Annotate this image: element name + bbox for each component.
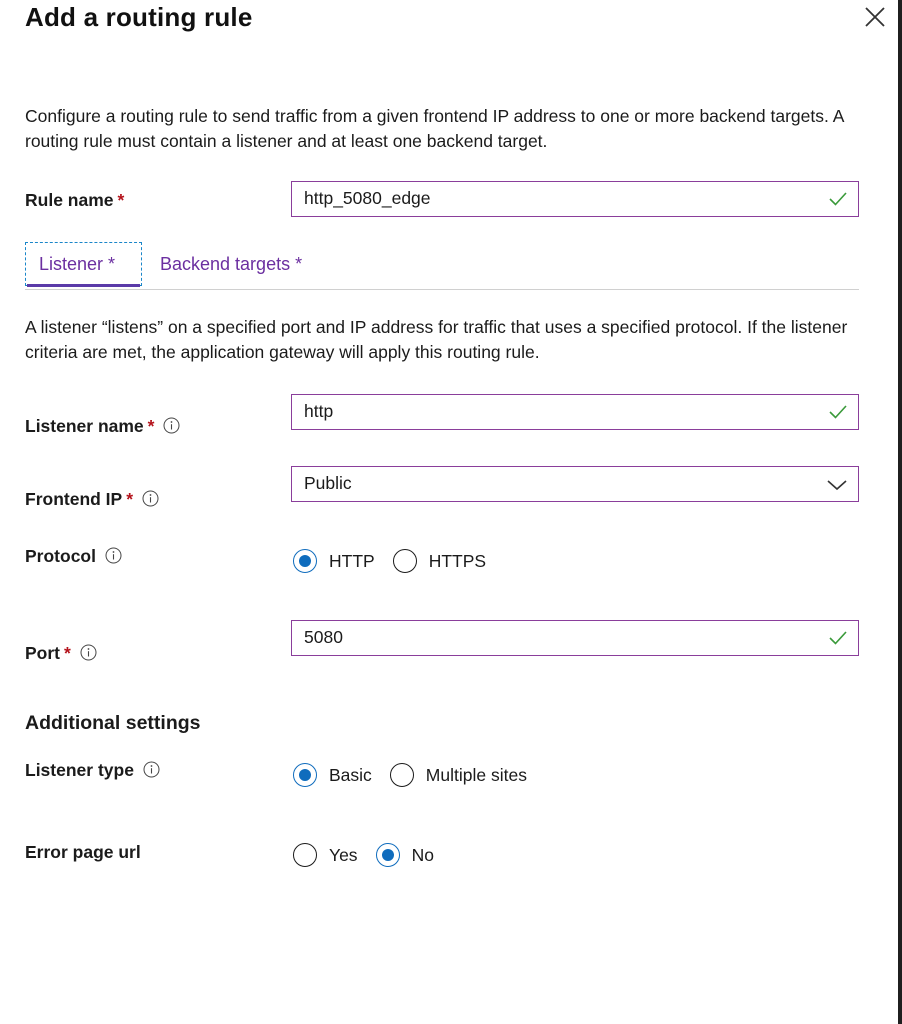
protocol-label-text: Protocol <box>25 546 96 566</box>
listener-name-label-text: Listener name <box>25 416 144 436</box>
window-edge <box>898 0 902 1024</box>
info-icon[interactable] <box>105 547 122 564</box>
protocol-radio-http[interactable] <box>293 549 375 573</box>
rule-name-value: http_5080_edge <box>304 188 431 208</box>
port-input[interactable] <box>291 620 859 656</box>
rule-name-label-text: Rule name <box>25 190 114 210</box>
radio-unselected <box>293 843 317 867</box>
listener-type-radio-group <box>293 763 545 787</box>
error-page-url-label <box>25 842 141 863</box>
listener-type-option-basic: Basic <box>329 764 372 785</box>
tab-backend-targets[interactable]: Backend targets * <box>160 254 303 274</box>
rule-name-label <box>25 190 124 211</box>
listener-type-radio-basic[interactable] <box>293 763 372 787</box>
listener-type-label-text: Listener type <box>25 760 134 780</box>
radio-selected <box>376 843 400 867</box>
frontend-ip-label <box>25 489 159 510</box>
dialog-description: Configure a routing rule to send traffic from a given frontend IP address to one or more backend targets. A routing rule must contain a listener and at least one backend target. <box>25 106 844 151</box>
frontend-ip-select[interactable] <box>291 466 859 502</box>
info-icon[interactable] <box>143 761 160 778</box>
error-page-url-label-text: Error page url <box>25 842 141 862</box>
checkmark-icon <box>828 191 848 207</box>
checkmark-icon <box>828 404 848 420</box>
tab-listener[interactable]: Listener * <box>39 254 116 274</box>
error-page-url-option-yes: Yes <box>329 844 358 865</box>
close-button[interactable] <box>860 2 890 32</box>
listener-description: A listener “listens” on a specified port and IP address for traffic that uses a specified protocol. If the listener criteria are met, the application gateway will apply this routing rule. <box>25 317 848 362</box>
info-icon[interactable] <box>80 644 97 661</box>
checkmark-icon <box>828 630 848 646</box>
tab-active-indicator <box>27 284 140 287</box>
port-label <box>25 643 97 664</box>
protocol-radio-https[interactable] <box>393 549 486 573</box>
protocol-option-http: HTTP <box>329 550 375 571</box>
additional-settings-heading: Additional settings <box>25 712 201 734</box>
error-page-url-radio-group <box>293 843 452 867</box>
listener-type-label <box>25 760 160 781</box>
listener-name-label <box>25 416 180 437</box>
rule-name-input[interactable] <box>291 181 859 217</box>
protocol-label <box>25 546 122 567</box>
info-icon[interactable] <box>142 490 159 507</box>
radio-unselected <box>390 763 414 787</box>
required-marker: * <box>126 489 134 509</box>
radio-unselected <box>393 549 417 573</box>
protocol-radio-group <box>293 549 504 573</box>
port-value: 5080 <box>304 627 343 647</box>
radio-selected <box>293 549 317 573</box>
chevron-down-icon <box>826 478 848 492</box>
listener-name-value: http <box>304 401 334 421</box>
required-marker: * <box>147 416 155 436</box>
required-marker: * <box>117 190 125 210</box>
required-marker: * <box>64 643 71 663</box>
info-icon[interactable] <box>163 417 180 434</box>
error-page-url-radio-no[interactable] <box>376 843 434 867</box>
listener-type-option-multiple-sites: Multiple sites <box>425 764 527 785</box>
radio-selected <box>293 763 317 787</box>
listener-name-input[interactable] <box>291 394 859 430</box>
dialog-title: Add a routing rule <box>25 2 253 32</box>
error-page-url-radio-yes[interactable] <box>293 843 358 867</box>
frontend-ip-value: Public <box>304 473 352 493</box>
frontend-ip-label-text: Frontend IP <box>25 489 123 509</box>
close-icon <box>860 2 890 32</box>
port-label-text: Port <box>25 643 60 663</box>
listener-type-radio-multiple-sites[interactable] <box>390 763 527 787</box>
protocol-option-https: HTTPS <box>428 550 487 571</box>
error-page-url-option-no: No <box>411 844 434 865</box>
tabs-divider <box>25 289 859 290</box>
